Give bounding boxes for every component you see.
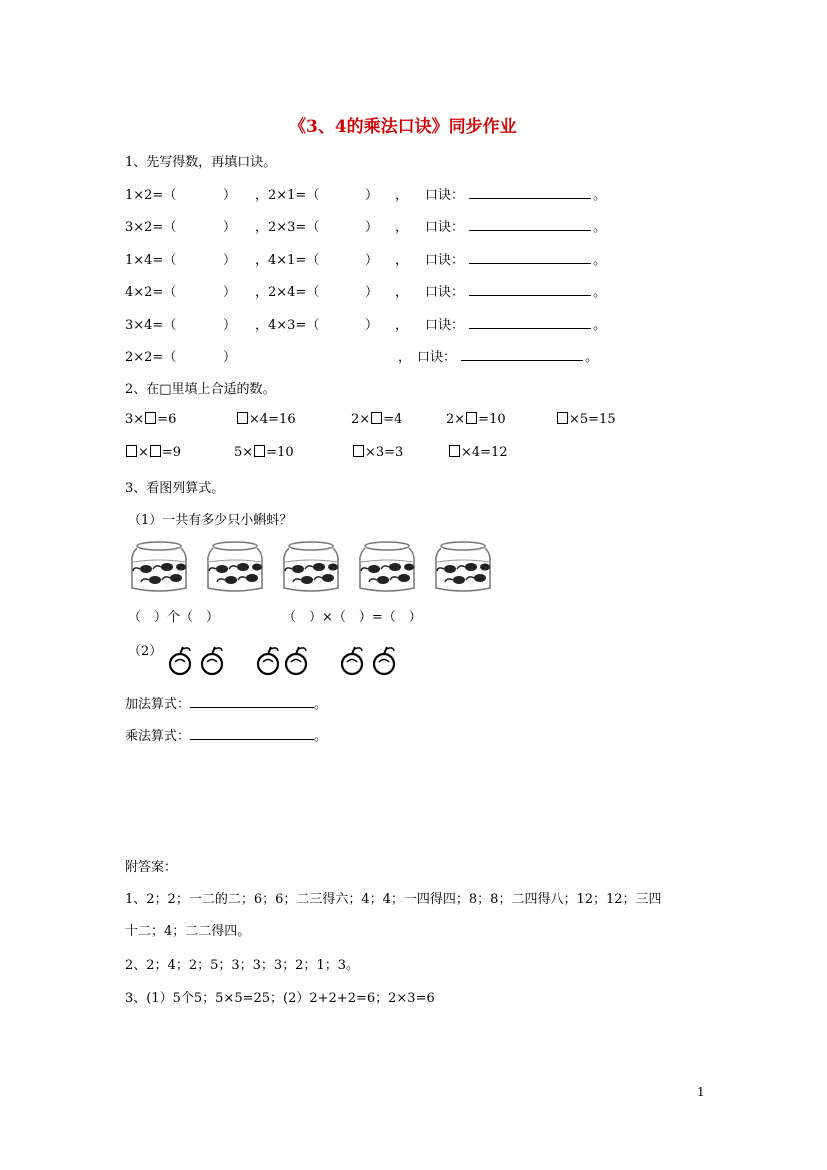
tadpole-jars-image	[125, 540, 505, 600]
answer-box[interactable]	[449, 445, 460, 457]
addition-label-text: 加法算式：	[125, 697, 191, 712]
q2-item	[352, 445, 403, 460]
q2-item-suffix: ×4=12	[461, 445, 508, 460]
q3-sub1-answer-count: （ ）个（ ）	[128, 610, 220, 625]
q1-expr-b-close: ）	[365, 188, 379, 203]
apple	[202, 647, 222, 674]
q1-row-end: 。	[593, 318, 607, 333]
q1-row	[125, 184, 725, 204]
apples-image	[160, 642, 400, 682]
q1-expr-a-close: ）	[223, 253, 237, 268]
answer-box[interactable]	[237, 412, 248, 424]
q2-item	[446, 412, 506, 427]
q2-item-operator: ×	[138, 445, 149, 460]
q2-item-suffix: =6	[157, 412, 177, 427]
q3-sub1-answer-equation: （ ）×（ ）=（ ）	[283, 610, 422, 625]
answer-box[interactable]	[126, 445, 137, 457]
addition-label	[125, 693, 327, 712]
multiplication-label	[125, 725, 327, 744]
answers-heading: 附答案：	[125, 860, 178, 875]
q2-item-suffix: ×5=15	[569, 412, 616, 427]
q2-item-suffix: ×4=16	[249, 412, 296, 427]
answer-box[interactable]	[466, 412, 477, 424]
jar	[360, 542, 414, 591]
q1-sep: ，	[398, 350, 412, 365]
q1-sep: ，	[395, 188, 409, 203]
q1-expr-a-close: ）	[223, 318, 237, 333]
page-number: 1	[697, 1085, 705, 1099]
q3-sub1: （1）一共有多少只小蝌蚪？	[128, 513, 293, 528]
q2-heading: 2、在□里填上合适的数。	[125, 382, 276, 397]
q2-item-suffix: =10	[266, 445, 294, 460]
answer-box[interactable]	[254, 445, 265, 457]
q2-item	[125, 445, 181, 460]
q2-item-prefix: 2×	[446, 412, 466, 427]
q2-item	[351, 412, 402, 427]
q1-sep: ，	[395, 285, 409, 300]
answer-box[interactable]	[371, 412, 382, 424]
q1-row	[125, 216, 725, 236]
q1-koujue-label: 口诀：	[425, 188, 465, 203]
q1-expr-a: 1×2=（	[125, 188, 177, 203]
q1-koujue-label: 口诀：	[417, 350, 457, 365]
multiplication-answer-line[interactable]	[190, 727, 314, 740]
q1-expr-b-close: ）	[365, 253, 379, 268]
q1-expr-a-close: ）	[223, 285, 237, 300]
q1-koujue-label: 口诀：	[425, 220, 465, 235]
koujue-answer-line[interactable]	[469, 251, 591, 264]
q1-row	[125, 314, 725, 334]
q1-heading: 1、先写得数，再填口诀。	[125, 155, 277, 170]
q1-expr-b-close: ）	[365, 285, 379, 300]
addition-answer-line[interactable]	[190, 695, 314, 708]
jar	[132, 542, 186, 591]
q2-item	[125, 412, 176, 427]
q2-item-suffix: ×3=3	[365, 445, 404, 460]
koujue-answer-line[interactable]	[461, 348, 583, 361]
q3-sub2: （2）	[128, 644, 163, 659]
q1-koujue-label: 口诀：	[425, 285, 465, 300]
q1-expr-b: ，2×3=（	[255, 220, 320, 235]
q1-expr-a: 2×2=（	[125, 350, 177, 365]
koujue-answer-line[interactable]	[469, 186, 591, 199]
answer-line-2: 十二；4；二二得四。	[125, 924, 251, 939]
q1-expr-b: ，2×4=（	[255, 285, 320, 300]
q1-sep: ，	[395, 318, 409, 333]
answer-box[interactable]	[353, 445, 364, 457]
q1-expr-b: ，4×3=（	[255, 318, 320, 333]
q2-item	[448, 445, 508, 460]
q1-row-end: 。	[593, 253, 607, 268]
q3-heading: 3、看图列算式。	[125, 481, 225, 496]
q1-expr-a: 1×4=（	[125, 253, 177, 268]
page-title: 《3、4的乘法口诀》同步作业	[289, 117, 517, 137]
q2-item-suffix: =4	[383, 412, 403, 427]
q1-expr-a-close: ）	[223, 220, 237, 235]
q2-item-suffix: =10	[478, 412, 506, 427]
answer-line-3: 2、2；4；2；5；3；3；3；2；1；3。	[125, 958, 359, 973]
jar	[284, 542, 338, 591]
koujue-answer-line[interactable]	[469, 316, 591, 329]
q1-expr-a: 3×4=（	[125, 318, 177, 333]
koujue-answer-line[interactable]	[469, 283, 591, 296]
q1-expr-b: ，2×1=（	[255, 188, 320, 203]
answer-box[interactable]	[150, 445, 161, 457]
q2-item-prefix: 5×	[234, 445, 254, 460]
q1-koujue-label: 口诀：	[425, 318, 465, 333]
q2-item	[556, 412, 616, 427]
q1-expr-a-close: ）	[223, 350, 237, 365]
addition-end: 。	[314, 697, 328, 712]
answer-box[interactable]	[145, 412, 156, 424]
multiplication-end: 。	[314, 729, 328, 744]
q1-expr-a: 4×2=（	[125, 285, 177, 300]
q1-expr-b: ，4×1=（	[255, 253, 320, 268]
q1-row	[125, 346, 725, 366]
multiplication-label-text: 乘法算式：	[125, 729, 191, 744]
q1-sep: ，	[395, 220, 409, 235]
q2-item-suffix: =9	[161, 445, 182, 460]
q1-row-end: 。	[593, 220, 607, 235]
koujue-answer-line[interactable]	[469, 218, 591, 231]
apple	[342, 647, 362, 674]
answer-box[interactable]	[557, 412, 568, 424]
q2-item	[236, 412, 296, 427]
q2-item	[234, 445, 294, 460]
q1-expr-b-close: ）	[365, 318, 379, 333]
q1-row-end: 。	[593, 188, 607, 203]
answer-line-4: 3、(1）5个5；5×5=25；(2）2+2+2=6；2×3=6	[125, 991, 435, 1006]
q1-expr-a: 3×2=（	[125, 220, 177, 235]
jar	[436, 542, 490, 591]
answer-line-1: 1、2；2；一二的二；6；6；二三得六；4；4；一四得四；8；8；二四得八；12；12；三四	[125, 892, 662, 907]
apple	[258, 647, 278, 674]
jar	[208, 542, 262, 591]
q1-koujue-label: 口诀：	[425, 253, 465, 268]
q2-item-prefix: 2×	[351, 412, 371, 427]
apple	[286, 647, 306, 674]
q1-expr-b-close: ）	[365, 220, 379, 235]
q1-row	[125, 281, 725, 301]
q2-item-prefix: 3×	[125, 412, 145, 427]
q1-expr-a-close: ）	[223, 188, 237, 203]
apple	[170, 647, 190, 674]
q1-row-end: 。	[585, 350, 599, 365]
q1-row-end: 。	[593, 285, 607, 300]
apple	[374, 647, 394, 674]
q1-row	[125, 249, 725, 269]
q1-sep: ，	[395, 253, 409, 268]
